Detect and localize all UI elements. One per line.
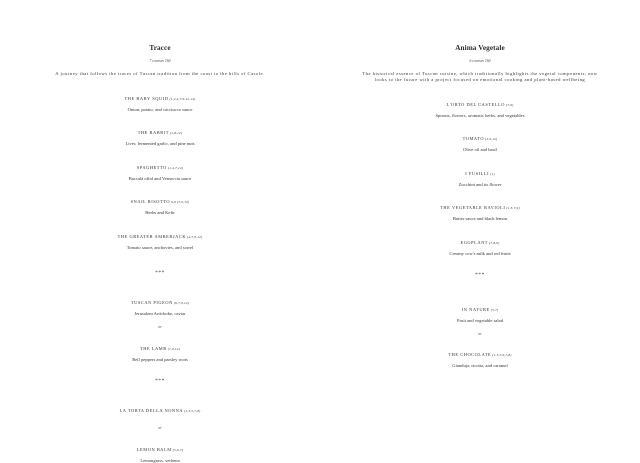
dish-description: Liver, fermented garlic, and pine nuts (125, 141, 195, 147)
dish-allergens: (1,3,5,7,8) (184, 409, 201, 414)
dish-name: THE RABBIT (137, 130, 169, 136)
dish-item (449, 231, 510, 256)
dish-item (463, 127, 498, 152)
dish-name: SPAGHETTO (136, 164, 167, 170)
dish-description: Creamy cow's milk and red fruits (449, 250, 511, 256)
dish-allergens: (1,8,12) (169, 131, 183, 136)
or-divider: or (478, 330, 482, 336)
dish-description: Tomato sauce, anchovies, and sorrel (126, 244, 194, 250)
or-divider: or (158, 425, 162, 431)
menu-title: Tracce (149, 44, 171, 52)
dish-item (459, 162, 502, 187)
dish-description: Bell peppers and parsley roots (132, 356, 188, 362)
dish-item (457, 298, 503, 323)
dish-allergens: (5,6,7) (172, 447, 184, 452)
dish-description: Zucchini and its flower (458, 181, 502, 187)
dish-description: Jerusalem Artichoke, caviar (134, 311, 186, 317)
dish-item (435, 93, 524, 118)
dish-description: Lemongrass, verbena (140, 457, 180, 463)
dish-description: Fruit and vegetable salad (456, 317, 504, 323)
dish-allergens: (1,4,7,12) (167, 165, 184, 170)
dish-name: I FUSILLI (465, 170, 490, 176)
menu-intro: The historical essence of Tuscan cuisine, which traditionally highlights the vegetal components, now looks to the future with a project focused on emotional cooking and plant-based wellbeing (362, 71, 598, 83)
dish-allergens: (5,7) (490, 307, 499, 312)
dish-allergens: (1,2,4,7,9,12,14) (169, 96, 196, 101)
menu-title: Anima Vegetale (455, 44, 505, 52)
dish-name: TOMATO (462, 136, 485, 142)
dish-item (440, 196, 520, 221)
dish-allergens: (1) (490, 171, 495, 176)
dish-item (129, 156, 192, 181)
dish-item (131, 291, 189, 316)
dish-item (137, 438, 183, 463)
dish-name: THE CHOCOLATE (448, 352, 492, 358)
dish-name: THE GREATER AMBERJACK (117, 233, 187, 239)
section-separator: *** (155, 377, 165, 384)
dish-allergens: (4,7,9,12) (187, 234, 203, 239)
menu-intro: A journey that follows the traces of Tuscan tradition from the coast to the hills of Casole. (55, 71, 265, 76)
dish-name: LA TORTA DELLA NONNA (119, 408, 184, 414)
dish-allergens: (6,7,9,12) (173, 301, 190, 306)
section-separator: *** (475, 271, 485, 278)
dish-allergens: (7,9) (506, 102, 514, 107)
dish-description: Olive oil and basil (463, 147, 497, 153)
dish-allergens: (1,9,12) (485, 137, 498, 142)
dish-item (132, 337, 188, 362)
dish-description: Herbs and Kefir (145, 210, 175, 216)
dish-allergens: (1,3,7,9) (506, 206, 520, 211)
dish-description: Gianduja, ricotta, and caramel (452, 363, 508, 369)
dish-name: L'ORTO DEL CASTELLO (446, 101, 506, 107)
dish-allergens: 6,9 (7,9,12) (171, 200, 190, 205)
dish-name: THE VEGETABLE RAVIOLI (440, 205, 506, 211)
dish-name: THE BABY SQUID (124, 95, 169, 101)
dish-allergens: (7,9,12) (167, 346, 181, 351)
dish-item (125, 87, 196, 112)
dish-item (118, 225, 203, 250)
dish-description: Onion, potato, and cacciucco sauce (127, 106, 193, 112)
dish-name: EGGPLANT (460, 239, 489, 245)
dish-name: THE LAMB (139, 345, 167, 351)
dish-name: TUSCAN PIGEON (130, 300, 173, 306)
dish-description: Butter sauce and black lemon (452, 216, 508, 222)
dish-item (131, 190, 190, 215)
menu-courses-price: 6 courses 160 (469, 59, 491, 63)
dish-item (448, 343, 511, 368)
menu-courses-price: 7 courses 160 (149, 59, 171, 63)
dish-allergens: (1,3,5,6,7,8) (492, 353, 512, 358)
dish-description: Sprouts, flowers, aromatic herbs, and vegetables (435, 112, 525, 118)
dish-description: Baccalà offal and Vernaccia sauce (128, 175, 192, 181)
dish-allergens: (7,8,9) (489, 240, 500, 245)
dish-name: LEMON BALM (136, 446, 172, 452)
menu-page-anima-vegetale (320, 0, 640, 453)
dish-item (125, 121, 194, 146)
dish-name: SNAIL RISOTTO (130, 199, 171, 205)
dish-name: IN NATURE (461, 306, 490, 312)
section-separator: *** (155, 269, 165, 276)
dish-item (120, 399, 201, 417)
or-divider: or (158, 324, 162, 330)
